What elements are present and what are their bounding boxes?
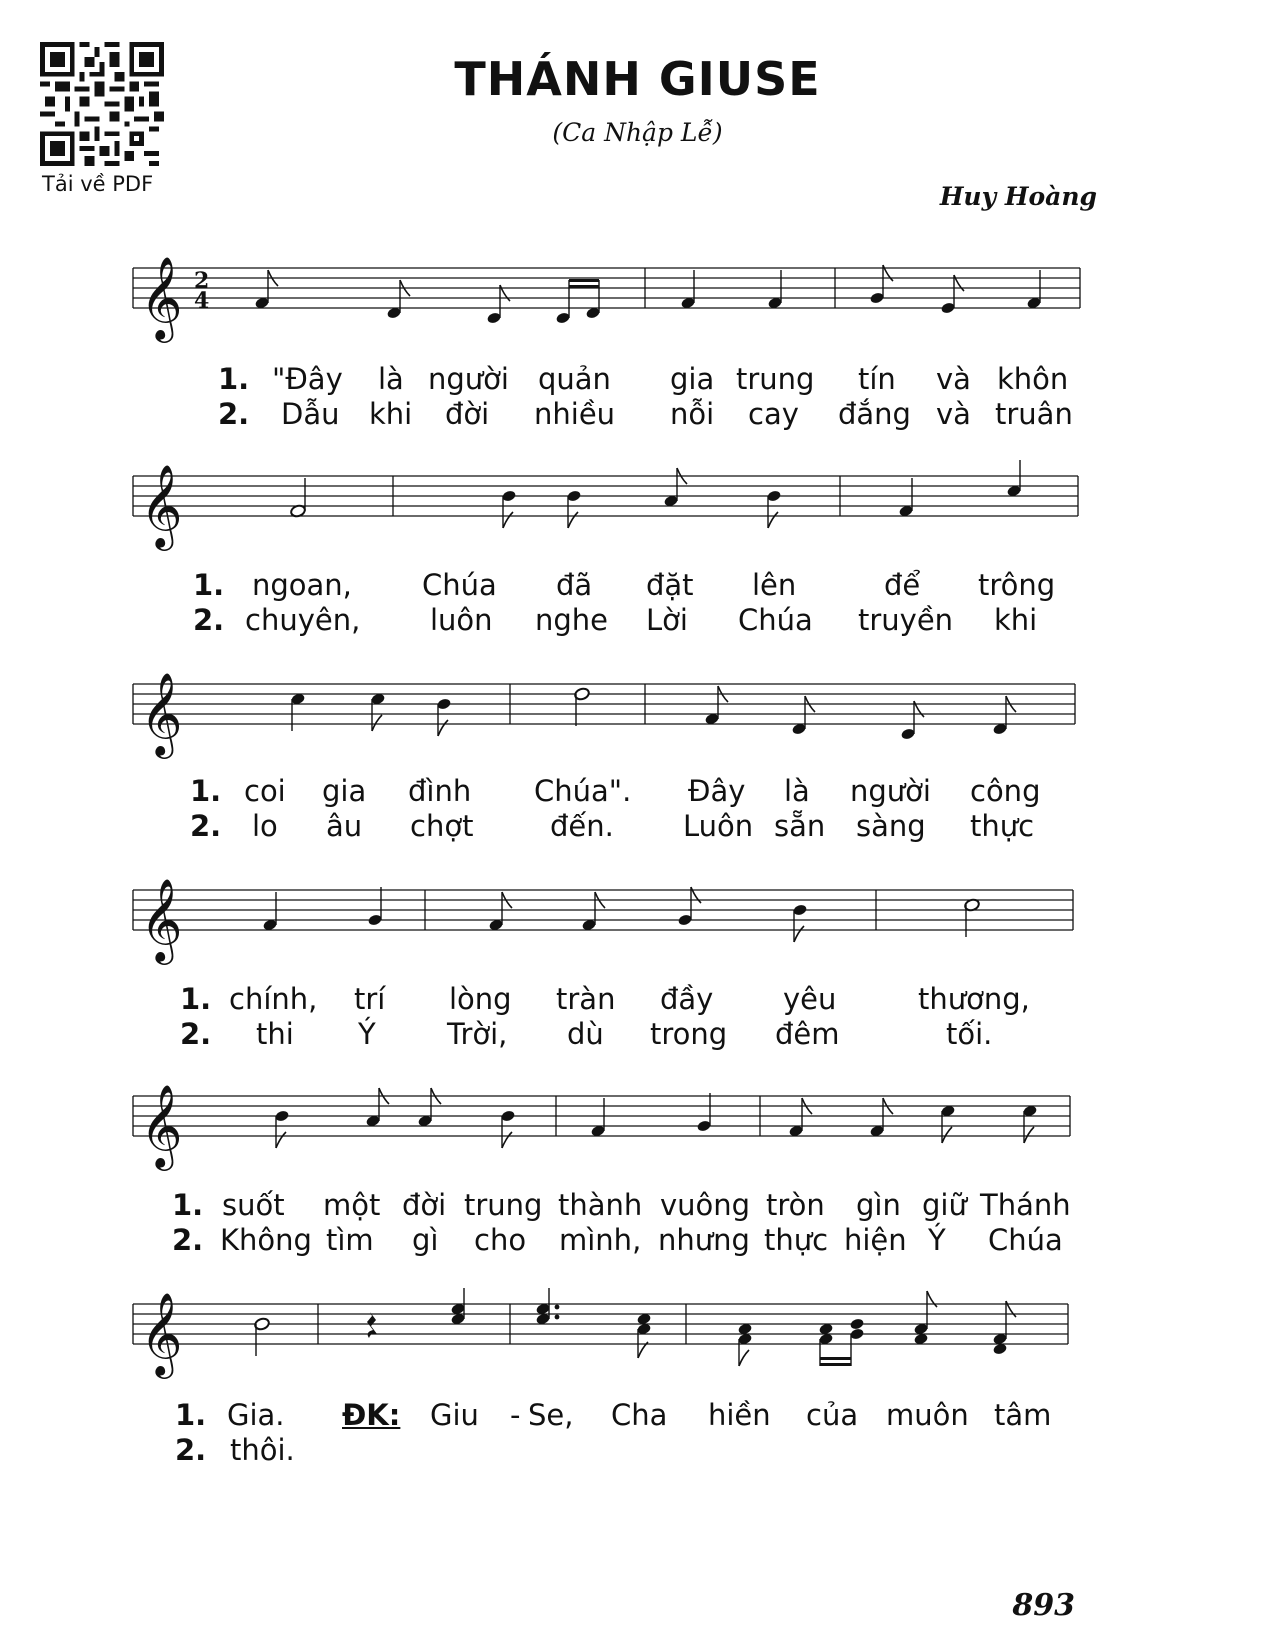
lyric-syllable: Chúa: [738, 603, 813, 637]
lyric-syllable: luôn: [430, 603, 493, 637]
lyric-syllable: Gia.: [227, 1398, 285, 1432]
lyric-syllable: sẵn: [774, 809, 826, 843]
lyric-line-verse-2: [0, 809, 1275, 849]
lyric-syllable: thôi.: [230, 1433, 295, 1467]
time-signature-top: 2: [194, 268, 210, 294]
note-flag: [438, 720, 448, 736]
lyric-syllable: suốt: [222, 1188, 285, 1222]
lyric-line-verse-1: [0, 362, 1275, 402]
lyric-syllable: đời: [402, 1188, 447, 1222]
staff-5: [0, 1078, 1275, 1188]
lyric-syllable: khôn: [997, 362, 1069, 396]
lyric-syllable: chính,: [229, 982, 318, 1016]
lyric-syllable: đắng: [838, 397, 911, 431]
lyric-syllable: trong: [650, 1017, 728, 1051]
lyric-line-verse-1: [0, 774, 1275, 814]
lyric-syllable: Cha: [611, 1398, 668, 1432]
lyric-syllable: Chúa: [422, 568, 497, 602]
lyric-syllable: thực: [764, 1223, 829, 1257]
lyric-line-verse-2: [0, 603, 1275, 643]
lyric-syllable: một: [323, 1188, 381, 1222]
lyric-syllable: truyền: [858, 603, 954, 637]
lyric-syllable: Chúa".: [534, 774, 632, 808]
verse-number: 1.: [172, 1188, 204, 1222]
lyric-syllable: tròn: [766, 1188, 825, 1222]
lyric-line-verse-2: [0, 1433, 1275, 1473]
lyric-syllable: và: [936, 397, 971, 431]
note-beam: [569, 285, 599, 288]
lyric-syllable: tối.: [946, 1017, 993, 1051]
lyric-syllable: người: [428, 362, 509, 396]
lyric-syllable: truân: [995, 397, 1073, 431]
lyric-syllable: đêm: [775, 1017, 840, 1051]
treble-clef-icon: 𝄞: [140, 1083, 183, 1167]
lyric-syllable: cho: [474, 1223, 527, 1257]
lyric-syllable: lên: [752, 568, 797, 602]
lyric-syllable: ngoan,: [252, 568, 352, 602]
staff-3: [0, 666, 1275, 776]
note-beam: [569, 279, 599, 282]
lyric-syllable: nghe: [535, 603, 609, 637]
lyric-syllable: -: [510, 1398, 521, 1432]
song-title: THÁNH GIUSE: [454, 52, 821, 106]
lyric-syllable: gì: [412, 1223, 439, 1257]
page-number: 893: [1012, 1588, 1075, 1623]
staff-1: [0, 250, 1275, 360]
lyric-syllable: nhưng: [658, 1223, 750, 1257]
treble-clef-icon: 𝄞: [140, 1291, 183, 1375]
treble-clef-icon: 𝄞: [140, 463, 183, 547]
note-head: [849, 1317, 864, 1330]
lyric-syllable: Chúa: [988, 1223, 1063, 1257]
treble-clef-icon: 𝄞: [140, 671, 183, 755]
lyric-syllable: Luôn: [683, 809, 754, 843]
lyric-syllable: thành: [558, 1188, 643, 1222]
lyric-syllable: đã: [556, 568, 593, 602]
note-flag: [739, 1350, 749, 1366]
lyric-syllable: Giu: [430, 1398, 479, 1432]
note-flag: [502, 1132, 512, 1148]
note-flag: [568, 512, 578, 528]
verse-number: 2.: [190, 809, 222, 843]
verse-number: 2.: [172, 1223, 204, 1257]
lyric-syllable: gìn: [856, 1188, 901, 1222]
lyric-syllable: lo: [252, 809, 278, 843]
note-flag: [1024, 1127, 1034, 1143]
lyric-syllable: gia: [670, 362, 715, 396]
lyric-syllable: gia: [322, 774, 367, 808]
treble-clef-icon: 𝄞: [140, 255, 183, 339]
verse-number: 2.: [193, 603, 225, 637]
verse-number: 1.: [180, 982, 212, 1016]
lyric-syllable: trông: [978, 568, 1056, 602]
note-beam: [820, 1357, 851, 1360]
staff-2: [0, 458, 1275, 568]
lyric-syllable: đến.: [550, 809, 614, 843]
note-flag: [768, 512, 778, 528]
lyric-line-verse-2: [0, 1223, 1275, 1263]
verse-number: 1.: [175, 1398, 207, 1432]
verse-number: 1.: [190, 774, 222, 808]
lyric-syllable: nhiều: [534, 397, 616, 431]
lyric-syllable: Dẫu: [281, 397, 340, 431]
lyric-syllable: trí: [354, 982, 386, 1016]
lyric-syllable: đời: [445, 397, 490, 431]
verse-number: 2.: [180, 1017, 212, 1051]
lyric-syllable: lòng: [449, 982, 512, 1016]
lyric-syllable: muôn: [886, 1398, 969, 1432]
lyric-syllable: và: [936, 362, 971, 396]
lyric-syllable: là: [378, 362, 404, 396]
lyric-syllable: đặt: [646, 568, 694, 602]
lyric-syllable: tâm: [994, 1398, 1052, 1432]
note-flag: [942, 1127, 952, 1143]
note-flag: [372, 715, 382, 731]
lyric-syllable: tìm: [326, 1223, 374, 1257]
lyric-syllable: Ý: [928, 1223, 946, 1257]
lyric-syllable: tín: [858, 362, 896, 396]
verse-number: 2.: [175, 1433, 207, 1467]
lyric-syllable: yêu: [783, 982, 837, 1016]
lyric-syllable: thi: [256, 1017, 294, 1051]
dot-icon: [555, 1315, 560, 1320]
lyric-syllable: đầy: [660, 982, 714, 1016]
lyric-line-verse-1: [0, 568, 1275, 608]
lyric-syllable: hiện: [844, 1223, 907, 1257]
lyric-syllable: công: [970, 774, 1041, 808]
lyric-syllable: Không: [220, 1223, 312, 1257]
lyric-syllable: vuông: [660, 1188, 751, 1222]
dot-icon: [555, 1305, 560, 1310]
lyric-syllable: người: [850, 774, 931, 808]
lyric-line-verse-1: [0, 982, 1275, 1022]
note-flag: [276, 1132, 286, 1148]
lyric-syllable: nỗi: [670, 397, 715, 431]
lyric-syllable: Thánh: [980, 1188, 1071, 1222]
verse-number: 1.: [193, 568, 225, 602]
lyric-syllable: để: [884, 568, 921, 602]
lyric-line-verse-1: [0, 1398, 1275, 1438]
lyric-syllable: dù: [567, 1017, 604, 1051]
note-flag: [503, 512, 513, 528]
lyric-syllable: đình: [408, 774, 472, 808]
lyric-syllable: là: [784, 774, 810, 808]
note-flag: [794, 926, 804, 942]
lyric-syllable: giữ: [922, 1188, 967, 1222]
lyric-syllable: Se,: [528, 1398, 574, 1432]
lyric-syllable: sàng: [856, 809, 926, 843]
treble-clef-icon: 𝄞: [140, 877, 183, 961]
lyric-syllable: khi: [369, 397, 413, 431]
lyric-line-verse-2: [0, 1017, 1275, 1057]
lyric-syllable: coi: [244, 774, 286, 808]
song-subtitle: (Ca Nhập Lễ): [552, 118, 723, 147]
note-beam: [820, 1363, 851, 1366]
lyric-syllable: chợt: [410, 809, 474, 843]
verse-number: 1.: [218, 362, 250, 396]
lyric-syllable: chuyên,: [245, 603, 361, 637]
lyric-syllable: Trời,: [447, 1017, 508, 1051]
refrain-label: ĐK:: [342, 1398, 401, 1432]
lyric-syllable: Đây: [688, 774, 746, 808]
lyric-syllable: Lời: [646, 603, 688, 637]
lyric-syllable: thực: [970, 809, 1035, 843]
lyric-line-verse-1: [0, 1188, 1275, 1228]
qr-caption[interactable]: Tải về PDF: [42, 172, 154, 196]
lyric-syllable: tràn: [556, 982, 616, 1016]
lyric-syllable: mình,: [559, 1223, 642, 1257]
lyric-line-verse-2: [0, 397, 1275, 437]
verse-number: 2.: [218, 397, 250, 431]
lyric-syllable: khi: [994, 603, 1038, 637]
composer-name: Huy Hoàng: [939, 182, 1097, 211]
staff-6: [0, 1286, 1275, 1396]
lyric-syllable: của: [806, 1398, 859, 1432]
lyric-syllable: trung: [736, 362, 815, 396]
lyric-syllable: quản: [538, 362, 611, 396]
lyric-syllable: trung: [464, 1188, 543, 1222]
lyric-syllable: hiền: [708, 1398, 771, 1432]
lyric-syllable: âu: [326, 809, 363, 843]
lyric-syllable: thương,: [918, 982, 1030, 1016]
time-signature-bottom: 4: [194, 288, 210, 314]
lyric-syllable: cay: [748, 397, 799, 431]
lyric-syllable: Ý: [358, 1017, 376, 1051]
lyric-syllable: "Đây: [272, 362, 343, 396]
staff-4: [0, 872, 1275, 982]
